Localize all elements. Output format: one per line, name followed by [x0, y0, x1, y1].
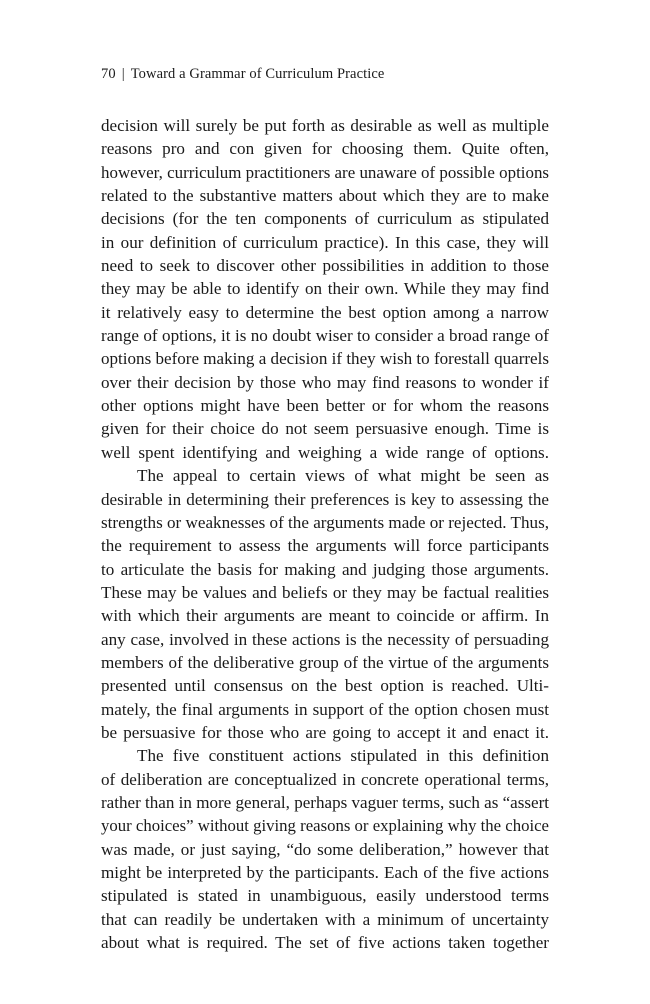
text-line: your choices” without giving reasons or explaining why the choice [101, 816, 549, 836]
text-line: options before making a decision if they wish to forestall quarrels [101, 349, 549, 369]
text-line: The appeal to certain views of what might be seen as [137, 466, 549, 486]
text-line: any case, involved in these actions is the necessity of persuading [101, 629, 549, 649]
text-line: they may be able to identify on their own. While they may find [101, 279, 549, 299]
text-line: members of the deliberative group of the virtue of the arguments [101, 652, 549, 672]
text-line: it relatively easy to determine the best option among a narrow [101, 302, 549, 322]
text-line: range of options, it is no doubt wiser to consider a broad range of [101, 326, 549, 346]
text-line: about what is required. The set of five actions taken together [101, 933, 549, 953]
page-number: 70 [101, 66, 116, 82]
text-line: be persuasive for those who are going to accept it and enact it. [101, 722, 549, 742]
text-line: stipulated is stated in unambiguous, easily understood terms [101, 886, 549, 906]
text-line: need to seek to discover other possibilities in addition to those [101, 256, 549, 276]
text-line: that can readily be undertaken with a minimum of uncertainty [101, 909, 549, 929]
text-line: The five constituent actions stipulated in this definition [137, 746, 549, 766]
running-head [101, 66, 384, 83]
book-title: Toward a Grammar of Curriculum Practice [130, 66, 385, 82]
text-line: reasons pro and con given for choosing them. Quite often, [101, 139, 549, 159]
text-line: strengths or weaknesses of the arguments made or rejected. Thus, [101, 512, 549, 532]
body-text [101, 114, 549, 954]
text-line: the requirement to assess the arguments will force participants [101, 536, 549, 556]
text-line: desirable in determining their preferences is key to assessing the [101, 489, 549, 509]
text-line: might be interpreted by the participants. Each of the five actions [101, 863, 549, 882]
text-line: related to the substantive matters about which they are to make [101, 186, 549, 206]
text-line: however, curriculum practitioners are unaware of possible options [101, 162, 550, 182]
text-line: well spent identifying and weighing a wide range of options. [101, 442, 549, 462]
text-line: other options might have been better or for whom the reasons [101, 396, 549, 416]
text-line: presented until consensus on the best option is reached. Ulti- [101, 676, 549, 696]
text-line: in our definition of curriculum practice). In this case, they will [101, 232, 549, 252]
text-line: rather than in more general, perhaps vaguer terms, such as “assert [101, 792, 549, 812]
text-line: was made, or just saying, “do some deliberation,” however that [101, 839, 549, 859]
text-line: decision will surely be put forth as desirable as well as multiple [101, 116, 549, 135]
text-line: to articulate the basis for making and judging those arguments. [101, 559, 549, 579]
text-line: given for their choice do not seem persuasive enough. Time is [101, 419, 549, 439]
text-line: with which their arguments are meant to coincide or affirm. In [101, 606, 549, 626]
text-line: of deliberation are conceptualized in concrete operational terms, [101, 769, 549, 789]
text-line: These may be values and beliefs or they may be factual realities [101, 582, 549, 602]
text-line: decisions (for the ten components of curriculum as stipulated [101, 209, 549, 229]
header-separator: | [121, 66, 125, 82]
text-line: mately, the final arguments in support of the option chosen must [101, 699, 549, 719]
text-line: over their decision by those who may find reasons to wonder if [101, 372, 549, 392]
